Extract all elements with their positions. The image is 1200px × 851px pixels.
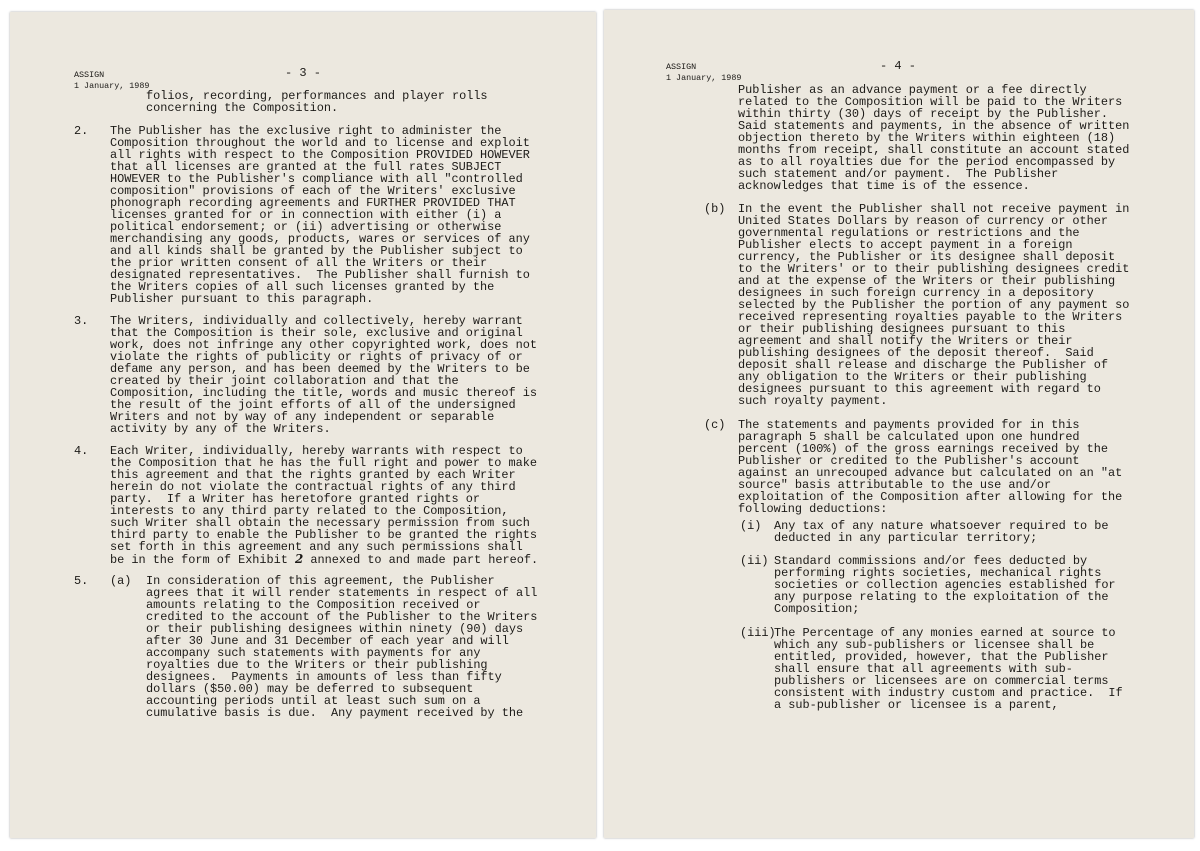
text-line: acknowledges that time is of the essence.	[738, 179, 1030, 193]
text-line: accompany such statements with payments for any	[146, 646, 481, 660]
text-line: merchandising any goods, products, wares or services of any	[110, 232, 530, 246]
text-line: against an unrecouped advance but calculated on an "at	[738, 466, 1123, 480]
text-line: the Composition that he has the full right and power to make	[110, 456, 537, 470]
text-line: the result of the joint efforts of all of the undersigned	[110, 398, 516, 412]
text-line: deposit shall release and discharge the Publisher of	[738, 358, 1109, 372]
text-line: In consideration of this agreement, the Publisher	[146, 574, 495, 588]
text-line: and at the expense of the Writers or their publishing	[738, 274, 1116, 288]
text-line: within thirty (30) days of receipt by the Publisher.	[738, 107, 1109, 121]
clause-marker: (i)	[740, 519, 762, 533]
text-line: or their publishing designees pursuant to this	[738, 322, 1066, 336]
text-line-with-handwritten-exhibit-number: be in the form of Exhibit 2 annexed to and made part hereof.	[110, 552, 539, 567]
page-number: - 3 -	[285, 66, 322, 80]
text-line: months from receipt, shall constitute an account stated	[738, 143, 1130, 157]
text-line: party. If a Writer has heretofore granted rights or	[110, 492, 481, 506]
text-line: deducted in any particular territory;	[774, 531, 1038, 545]
text-line: third party to enable the Publisher to be granted the rights	[110, 528, 537, 542]
text-line: following deductions:	[738, 502, 888, 516]
text-line: a sub-publisher or licensee is a parent,	[774, 698, 1059, 712]
text-line: such statement and/or payment. The Publisher	[738, 167, 1059, 181]
text-line: that the Composition is their sole, exclusive and original	[110, 326, 523, 340]
text-line: phonograph recording agreements and FURTHER PROVIDED THAT	[110, 196, 516, 210]
text-line: consistent with industry custom and practice. If	[774, 686, 1123, 700]
text-line: as to all royalties due for the period encompassed by	[738, 155, 1116, 169]
text-line: Publisher elects to accept payment in a foreign	[738, 238, 1073, 252]
clause-marker: (iii)	[740, 626, 776, 640]
text-line: Said statements and payments, in the absence of written	[738, 119, 1130, 133]
text-line: societies or collection agencies established for	[774, 578, 1116, 592]
text-line: composition" provisions of each of the Writers' exclusive	[110, 184, 516, 198]
paragraph-number: 3.	[74, 314, 89, 328]
text-line: United States Dollars by reason of currency or other	[738, 214, 1109, 228]
text-line: political endorsement; or (ii) advertising or otherwise	[110, 220, 502, 234]
header-date: 1 January, 1989	[74, 81, 150, 91]
text-line: designees pursuant to this agreement with regard to	[738, 382, 1101, 396]
document-page-3	[10, 12, 596, 838]
text-line: The Publisher has the exclusive right to administer the	[110, 124, 502, 138]
handwritten-exhibit-number: 2	[295, 552, 304, 566]
text-line: designated representatives. The Publisher shall furnish to	[110, 268, 530, 282]
text-line: Composition, including the title, words and music thereof is	[110, 386, 537, 400]
text-line: any obligation to the Writers or their publishing	[738, 370, 1087, 384]
text-line: after 30 June and 31 December of each year and will	[146, 634, 509, 648]
text-line: percent (100%) of the gross earnings received by the	[738, 442, 1109, 456]
text-line: interests to any third party related to the Composition,	[110, 504, 509, 518]
text-line: shall ensure that all agreements with sub-	[774, 662, 1073, 676]
text-line: violate the rights of publicity or rights of privacy of or	[110, 350, 523, 364]
text-line: accounting periods until at least such sum on a	[146, 694, 481, 708]
text-line: such Writer shall obtain the necessary permission from such	[110, 516, 530, 530]
text-line: defame any person, and has been deemed by the Writers to be	[110, 362, 530, 376]
text-line: dollars ($50.00) may be deferred to subsequent	[146, 682, 474, 696]
text-line: work, does not infringe any other copyrighted work, does not	[110, 338, 537, 352]
text-line: The Writers, individually and collectively, hereby warrant	[110, 314, 523, 328]
text-line: cumulative basis is due. Any payment received by the	[146, 706, 524, 720]
paragraph-number: 5.	[74, 574, 89, 588]
subparagraph-marker: (c)	[704, 418, 726, 432]
text-line: this agreement and that the rights granted by each Writer	[110, 468, 516, 482]
text-line: exploitation of the Composition after allowing for the	[738, 490, 1123, 504]
text-line: Publisher or credited to the Publisher's account	[738, 454, 1080, 468]
text-line: Standard commissions and/or fees deducted by	[774, 554, 1088, 568]
header-code: ASSIGN	[666, 62, 697, 72]
text-line: designees in such foreign currency in a depository	[738, 286, 1094, 300]
text-line: related to the Composition will be paid to the Writers	[738, 95, 1123, 109]
text-line: Each Writer, individually, hereby warrants with respect to	[110, 444, 523, 458]
text-line: royalties due to the Writers or their publishing	[146, 658, 488, 672]
text-line: objection thereto by the Writers within eighteen (18)	[738, 131, 1116, 145]
text-line: Any tax of any nature whatsoever required to be	[774, 519, 1109, 533]
text-line: currency, the Publisher or its designee shall deposit	[738, 250, 1116, 264]
document-page-4	[604, 10, 1194, 838]
text-line: Composition;	[774, 602, 860, 616]
subparagraph-marker: (a)	[110, 574, 132, 588]
text-line: governmental regulations or restrictions and the	[738, 226, 1080, 240]
text-line: that all licenses are granted at the full rates SUBJECT	[110, 160, 502, 174]
text-line: publishers or licensees are on commercial terms	[774, 674, 1109, 688]
text-line: paragraph 5 shall be calculated upon one hundred	[738, 430, 1080, 444]
text-line: credited to the account of the Publisher to the Writers	[146, 610, 538, 624]
text-line: set forth in this agreement and any such permissions shall	[110, 540, 523, 554]
text-line: any purpose relating to the exploitation of the	[774, 590, 1109, 604]
text-line: concerning the Composition.	[146, 101, 339, 115]
text-line: which any sub-publishers or licensee shall be	[774, 638, 1095, 652]
text-line: herein do not violate the contractual rights of any third	[110, 480, 516, 494]
text-line: licenses granted for or in connection with either (i) a	[110, 208, 502, 222]
text-line: Publisher as an advance payment or a fee directly	[738, 83, 1087, 97]
text-line: folios, recording, performances and player rolls	[146, 89, 488, 103]
text-line: and all kinds shall be granted by the Publisher subject to	[110, 244, 523, 258]
text-line: to the Writers' or to their publishing designees credit	[738, 262, 1130, 276]
text-line: or their publishing designees within ninety (90) days	[146, 622, 524, 636]
text-line: Writers and not by way of any independent or separable	[110, 410, 495, 424]
text-line: The statements and payments provided for in this	[738, 418, 1080, 432]
header-date: 1 January, 1989	[666, 73, 742, 83]
text-line: publishing designees of the deposit thereof. Said	[738, 346, 1094, 360]
text-line: agreement and shall notify the Writers or their	[738, 334, 1073, 348]
clause-marker: (ii)	[740, 554, 769, 568]
text-line: source" basis attributable to the use and/or	[738, 478, 1052, 492]
subparagraph-marker: (b)	[704, 202, 726, 216]
text-line: received representing royalties payable to the Writers	[738, 310, 1123, 324]
text-line: created by their joint collaboration and that the	[110, 374, 459, 388]
text-line: HOWEVER to the Publisher's compliance with all "controlled	[110, 172, 523, 186]
text-line: activity by any of the Writers.	[110, 422, 331, 436]
text-line: such royalty payment.	[738, 394, 888, 408]
text-line: Composition throughout the world and to license and exploit	[110, 136, 530, 150]
text-line: entitled, provided, however, that the Publisher	[774, 650, 1109, 664]
header-code: ASSIGN	[74, 70, 105, 80]
text-line: Publisher pursuant to this paragraph.	[110, 292, 374, 306]
text-line: amounts relating to the Composition received or	[146, 598, 481, 612]
text-line: performing rights societies, mechanical rights	[774, 566, 1102, 580]
text-line: selected by the Publisher the portion of any payment so	[738, 298, 1130, 312]
text-line: all rights with respect to the Composition PROVIDED HOWEVER	[110, 148, 530, 162]
paragraph-number: 4.	[74, 444, 89, 458]
text-line: the Writers copies of all such licenses granted by the	[110, 280, 495, 294]
text-line: the prior written consent of all the Writers or their	[110, 256, 488, 270]
page-number: - 4 -	[880, 59, 917, 73]
text-line: The Percentage of any monies earned at source to	[774, 626, 1116, 640]
text-line: agrees that it will render statements in respect of all	[146, 586, 538, 600]
text-line: designees. Payments in amounts of less than fifty	[146, 670, 502, 684]
paragraph-number: 2.	[74, 124, 89, 138]
text-line: In the event the Publisher shall not receive payment in	[738, 202, 1130, 216]
